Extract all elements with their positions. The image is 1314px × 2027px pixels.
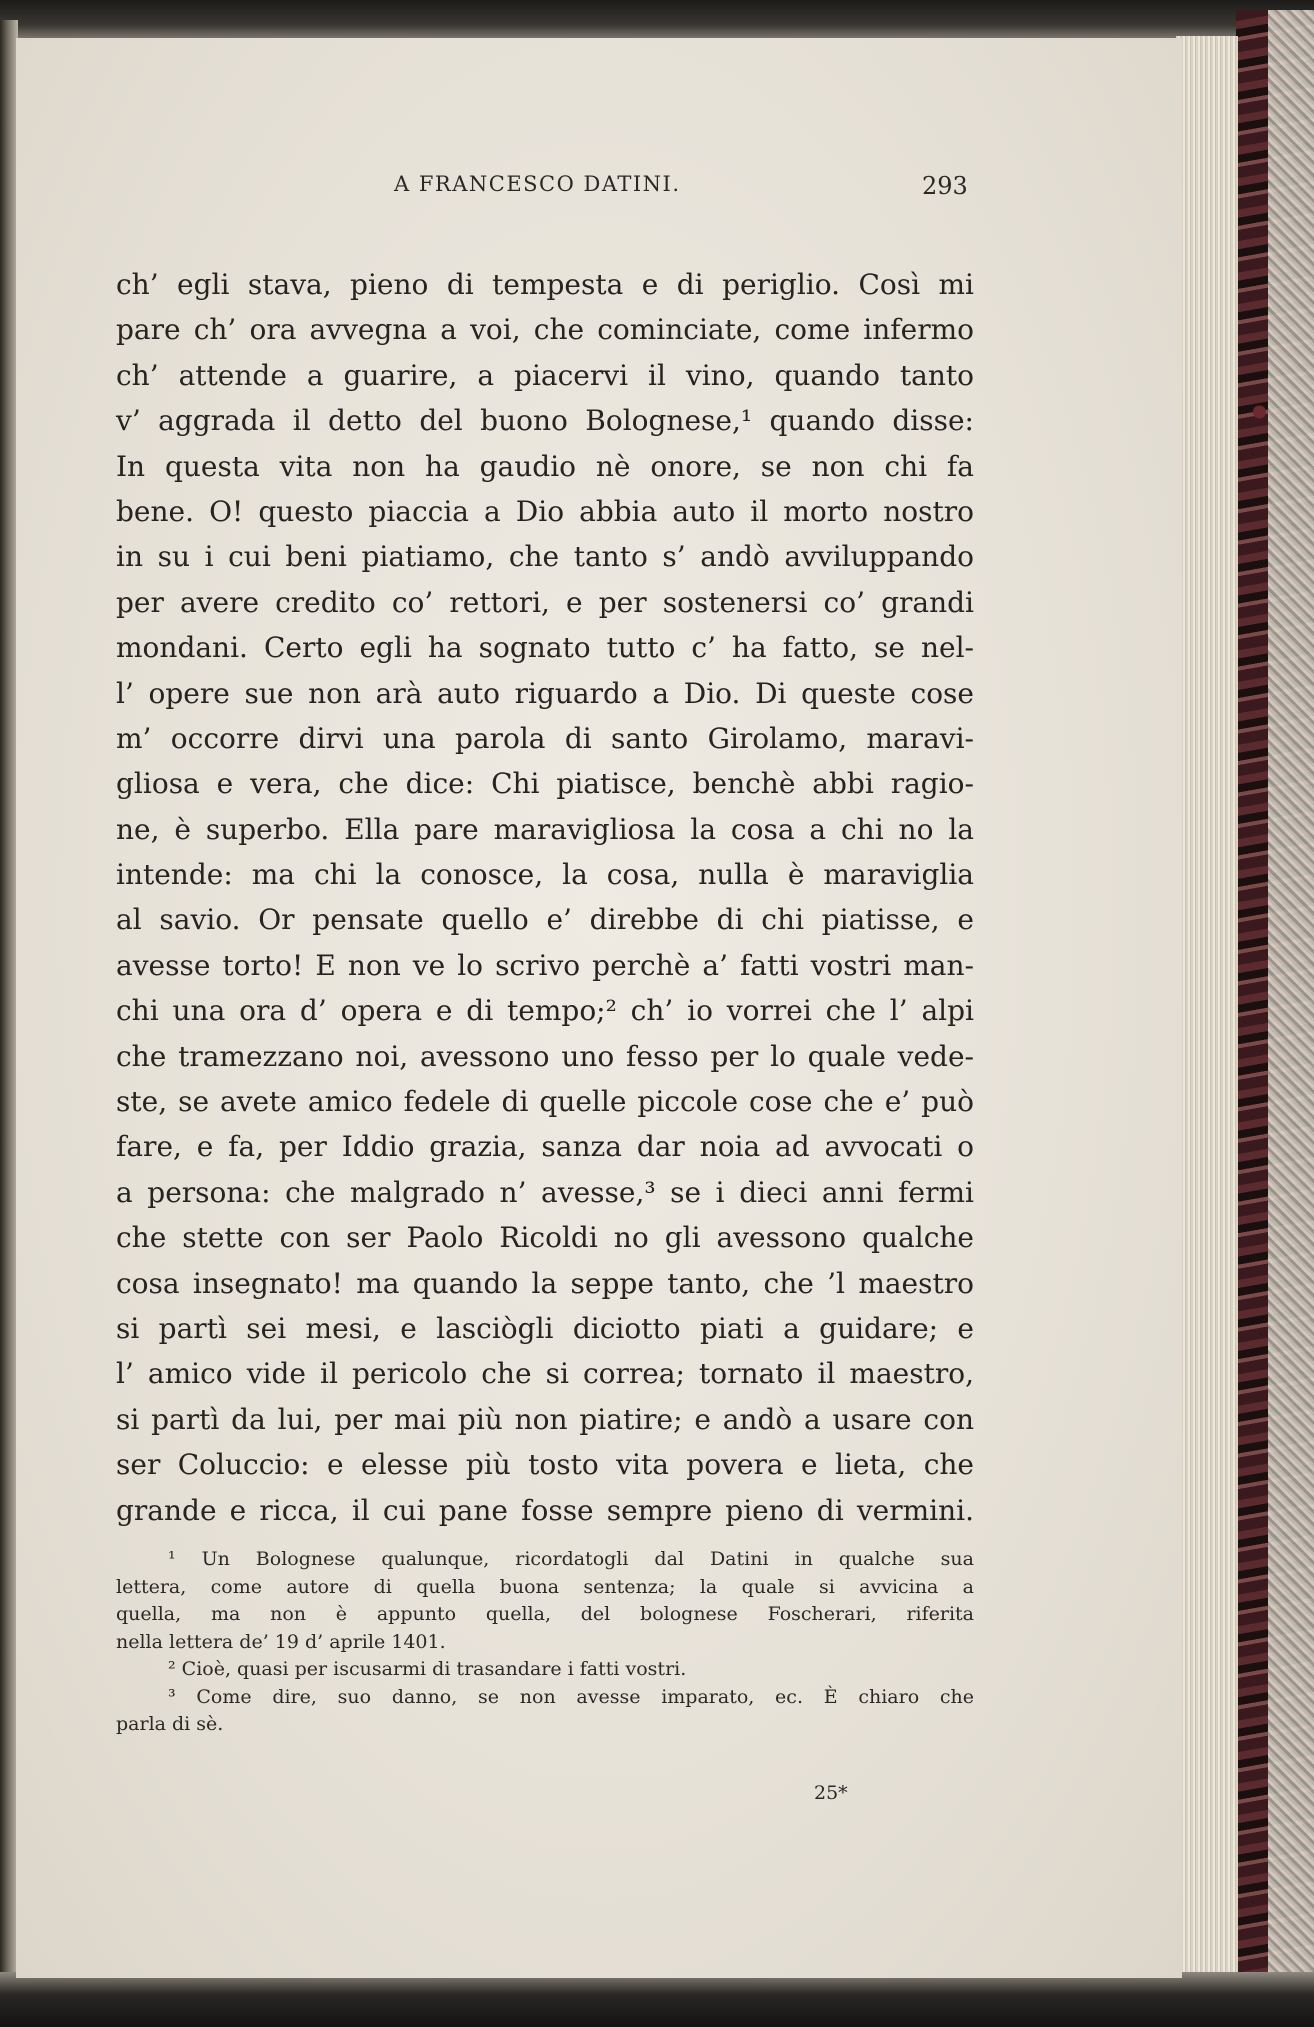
text-line: ch’ egli stava, pieno di tempesta e di periglio. Così mi <box>116 268 974 301</box>
footnote-line: nella lettera de’ 19 d’ aprile 1401. <box>116 1630 446 1653</box>
text-line: intende: ma chi la conosce, la cosa, nulla è maraviglia <box>116 858 974 892</box>
text-line: pare ch’ ora avvegna a voi, che cominciate, come infermo <box>116 313 974 347</box>
text-line: cosa insegnato! ma quando la seppe tanto, che ’l maestro <box>116 1266 974 1300</box>
text-line: si partì sei mesi, e lasciògli diciotto piati a guidare; e <box>116 1311 974 1345</box>
text-line: in su i cui beni piatiamo, che tanto s’ andò avviluppando <box>116 540 974 574</box>
body-text <box>116 262 974 1533</box>
page-number: 293 <box>922 172 968 200</box>
text-line: gliosa e vera, che dice: Chi piatisce, benchè abbi ragio- <box>116 767 974 801</box>
footnote-line: quella, ma non è appunto quella, del bolognese Foscherari, riferita <box>116 1603 974 1625</box>
footnotes <box>116 1546 974 1739</box>
text-line: avesse torto! E non ve lo scrivo perchè a’ fatti vostri man- <box>116 948 974 982</box>
text-line: m’ occorre dirvi una parola di santo Girolamo, maravi- <box>116 721 974 755</box>
footnote-line: ² Cioè, quasi per iscusarmi di trasandare i fatti vostri. <box>168 1658 687 1680</box>
footnote-line: parla di sè. <box>116 1713 224 1735</box>
text-line: che stette con ser Paolo Ricoldi no gli avessono qualche <box>116 1221 974 1255</box>
book-top-edge <box>0 0 1314 42</box>
text-line: l’ amico vide il pericolo che si correa; tornato il maestro, <box>116 1357 974 1391</box>
text-line: fare, e fa, per Iddio grazia, sanza dar noia ad avvocati o <box>116 1130 974 1164</box>
text-line: In questa vita non ha gaudio nè onore, se non chi fa <box>116 449 974 483</box>
running-head-title: A FRANCESCO DATINI. <box>394 172 681 196</box>
cloth-spine <box>1268 10 1314 2020</box>
footnote-line: ¹ Un Bolognese qualunque, ricordatogli dal Datini in qualche sua <box>168 1548 974 1570</box>
page-stack-edge <box>1176 36 1238 1980</box>
text-line: al savio. Or pensate quello e’ direbbe di chi piatisse, e <box>116 903 974 937</box>
text-line: v’ aggrada il detto del buono Bolognese,¹ quando disse: <box>116 404 974 438</box>
text-line: che tramezzano noi, avessono uno fesso per lo quale vede- <box>116 1039 974 1073</box>
text-line: ser Coluccio: e elesse più tosto vita povera e lieta, che <box>116 1448 974 1482</box>
text-line: ste, se avete amico fedele di quelle piccole cose che e’ può <box>116 1085 974 1119</box>
text-line: l’ opere sue non arà auto riguardo a Dio. Di queste cose <box>116 676 974 710</box>
text-line: a persona: che malgrado n’ avesse,³ se i dieci anni fermi <box>116 1175 974 1209</box>
footnote-line: lettera, come autore di quella buona sentenza; la quale si avvicina a <box>116 1575 974 1598</box>
text-line: grande e ricca, il cui pane fosse sempre pieno di vermini. <box>116 1493 974 1527</box>
book-page <box>16 38 1182 1978</box>
text-line: mondani. Certo egli ha sognato tutto c’ ha fatto, se nel- <box>116 631 974 665</box>
text-line: ch’ attende a guarire, a piacervi il vino, quando tanto <box>116 358 974 392</box>
book-bottom-edge <box>0 1972 1314 2027</box>
footnote-line: ³ Come dire, suo danno, se non avesse imparato, ec. È chiaro che <box>168 1685 974 1708</box>
text-line: si partì da lui, per mai più non piatire; e andò a usare con <box>116 1402 974 1436</box>
text-line: bene. O! questo piaccia a Dio abbia auto il morto nostro <box>116 494 974 528</box>
text-line: ne, è superbo. Ella pare maravigliosa la cosa a chi no la <box>116 812 974 846</box>
text-line: per avere credito co’ rettori, e per sostenersi co’ grandi <box>116 585 974 619</box>
signature-mark: 25* <box>814 1782 848 1804</box>
text-line: chi una ora d’ opera e di tempo;² ch’ io vorrei che l’ alpi <box>116 994 974 1028</box>
